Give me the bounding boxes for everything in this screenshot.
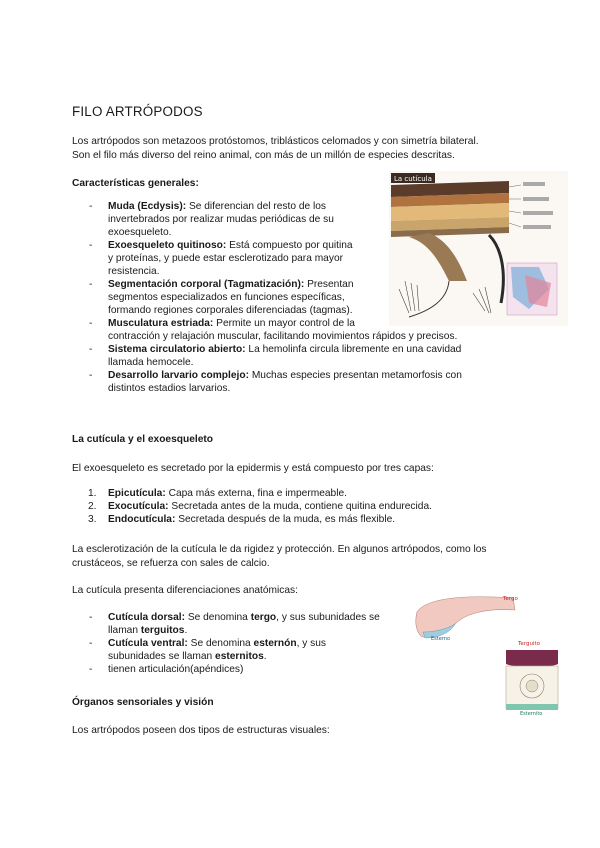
cuticle-diagram-graphic: [389, 171, 568, 326]
capa-item: [72, 487, 512, 500]
list-item-larvario: [72, 369, 512, 395]
item-text: contracción y relajación muscular, facilitando movimientos rápidos y precisos.: [108, 331, 458, 342]
organos-heading: Órganos sensoriales y visión: [72, 697, 214, 708]
item-text: tienen articulación(apéndices): [108, 664, 244, 675]
item-text: Presentan: [304, 279, 354, 290]
item-text: La hemolinfa circula libremente en una cavidad: [245, 344, 462, 355]
tergo-diagram-graphic: [415, 592, 518, 642]
cuticle-label: La cutícula: [394, 175, 432, 183]
capa-item: [72, 500, 512, 513]
list-item-articulacion: [72, 663, 412, 676]
diferenciaciones-intro: La cutícula presenta diferenciaciones anatómicas:: [72, 585, 298, 596]
item-text: resistencia.: [108, 266, 160, 277]
item-text: formando regiones corporales diferenciadas (tagmas).: [108, 305, 353, 316]
list-item-circulatorio: [72, 343, 512, 369]
esclerotizacion-line-2: crustáceos, se refuerza con sales de calcio.: [72, 558, 270, 569]
item-text: y proteínas, y puede estar esclerotizado para mayor: [108, 253, 344, 264]
diferenciaciones-list: [72, 611, 412, 676]
terguito-label: Terguito: [518, 641, 540, 647]
tergo-label: Tergo: [503, 596, 518, 602]
esternito-label: Esternito: [520, 711, 543, 716]
item-bold: Sistema circulatorio abierto:: [108, 344, 246, 355]
item-bold: Segmentación corporal (Tagmatización):: [108, 279, 305, 290]
tergo-diagram: [415, 592, 518, 642]
cuticula-intro: El exoesqueleto es secretado por la epidermis y está compuesto por tres capas:: [72, 463, 434, 474]
item-text: segmentos especializados en funciones específicas,: [108, 292, 345, 303]
intro-line-2: Son el filo más diverso del reino animal, con más de un millón de especies descritas.: [72, 150, 455, 161]
capas-list: [72, 487, 512, 526]
esterno-label: Esterno: [431, 636, 450, 642]
item-text: exoesqueleto.: [108, 227, 172, 238]
item-bold: terguitos: [140, 625, 185, 636]
item-text: Está compuesto por quitina: [226, 240, 353, 251]
terguito-diagram-graphic: [500, 636, 564, 716]
item-bold: esternón: [253, 638, 297, 649]
item-bold: Desarrollo larvario complejo:: [108, 370, 249, 381]
item-text: llaman: [108, 625, 141, 636]
item-bold: Cutícula ventral:: [108, 638, 188, 649]
item-text: .: [184, 625, 188, 636]
item-text: distintos estadios larvarios.: [108, 383, 231, 394]
capa-number: 2.: [88, 501, 97, 512]
cuticula-heading: La cutícula y el exoesqueleto: [72, 434, 213, 445]
list-item-dorsal: [72, 611, 412, 637]
item-text: , y sus: [296, 638, 327, 649]
capa-bold: Endocutícula:: [108, 514, 176, 525]
capa-text: Capa más externa, fina e impermeable.: [165, 488, 347, 499]
item-text: , y sus subunidades se: [276, 612, 380, 623]
item-text: Se diferencian del resto de los: [186, 201, 327, 212]
capa-text: Secretada después de la muda, es más flexible.: [175, 514, 396, 525]
item-text: Se denomina: [187, 638, 254, 649]
list-item-ventral: [72, 637, 412, 663]
item-bold: Muda (Ecdysis):: [108, 201, 187, 212]
capa-text: Secretada antes de la muda, contiene quitina endurecida.: [168, 501, 432, 512]
esclerotizacion-line-1: La esclerotización de la cutícula le da rigidez y protección. En algunos artrópodos, como los: [72, 544, 487, 555]
capa-number: 3.: [88, 514, 97, 525]
capa-item: [72, 513, 512, 526]
item-text: invertebrados por realizar mudas periódicas de su: [108, 214, 334, 225]
item-bold: tergo: [250, 612, 277, 623]
item-text: Muchas especies presentan metamorfosis con: [248, 370, 462, 381]
capa-bold: Exocutícula:: [108, 501, 169, 512]
caracteristicas-heading: Características generales:: [72, 178, 199, 189]
capa-number: 1.: [88, 488, 97, 499]
item-bold: Exoesqueleto quitinoso:: [108, 240, 227, 251]
organos-intro: Los artrópodos poseen dos tipos de estructuras visuales:: [72, 725, 330, 736]
terguito-diagram: [500, 636, 564, 716]
item-text: subunidades se llaman: [108, 651, 216, 662]
item-text: Permite un mayor control de la: [213, 318, 355, 329]
item-text: .: [263, 651, 267, 662]
item-text: Se denomina: [184, 612, 251, 623]
intro-line-1: Los artrópodos son metazoos protóstomos, triblásticos celomados y con simetría bilateral.: [72, 136, 479, 147]
item-bold: Cutícula dorsal:: [108, 612, 185, 623]
capa-bold: Epicutícula:: [108, 488, 166, 499]
cuticle-diagram: [389, 171, 568, 326]
page-title: FILO ARTRÓPODOS: [72, 104, 203, 119]
item-bold: Musculatura estriada:: [108, 318, 214, 329]
item-bold: esternitos: [215, 651, 264, 662]
item-text: llamada hemocele.: [108, 357, 194, 368]
